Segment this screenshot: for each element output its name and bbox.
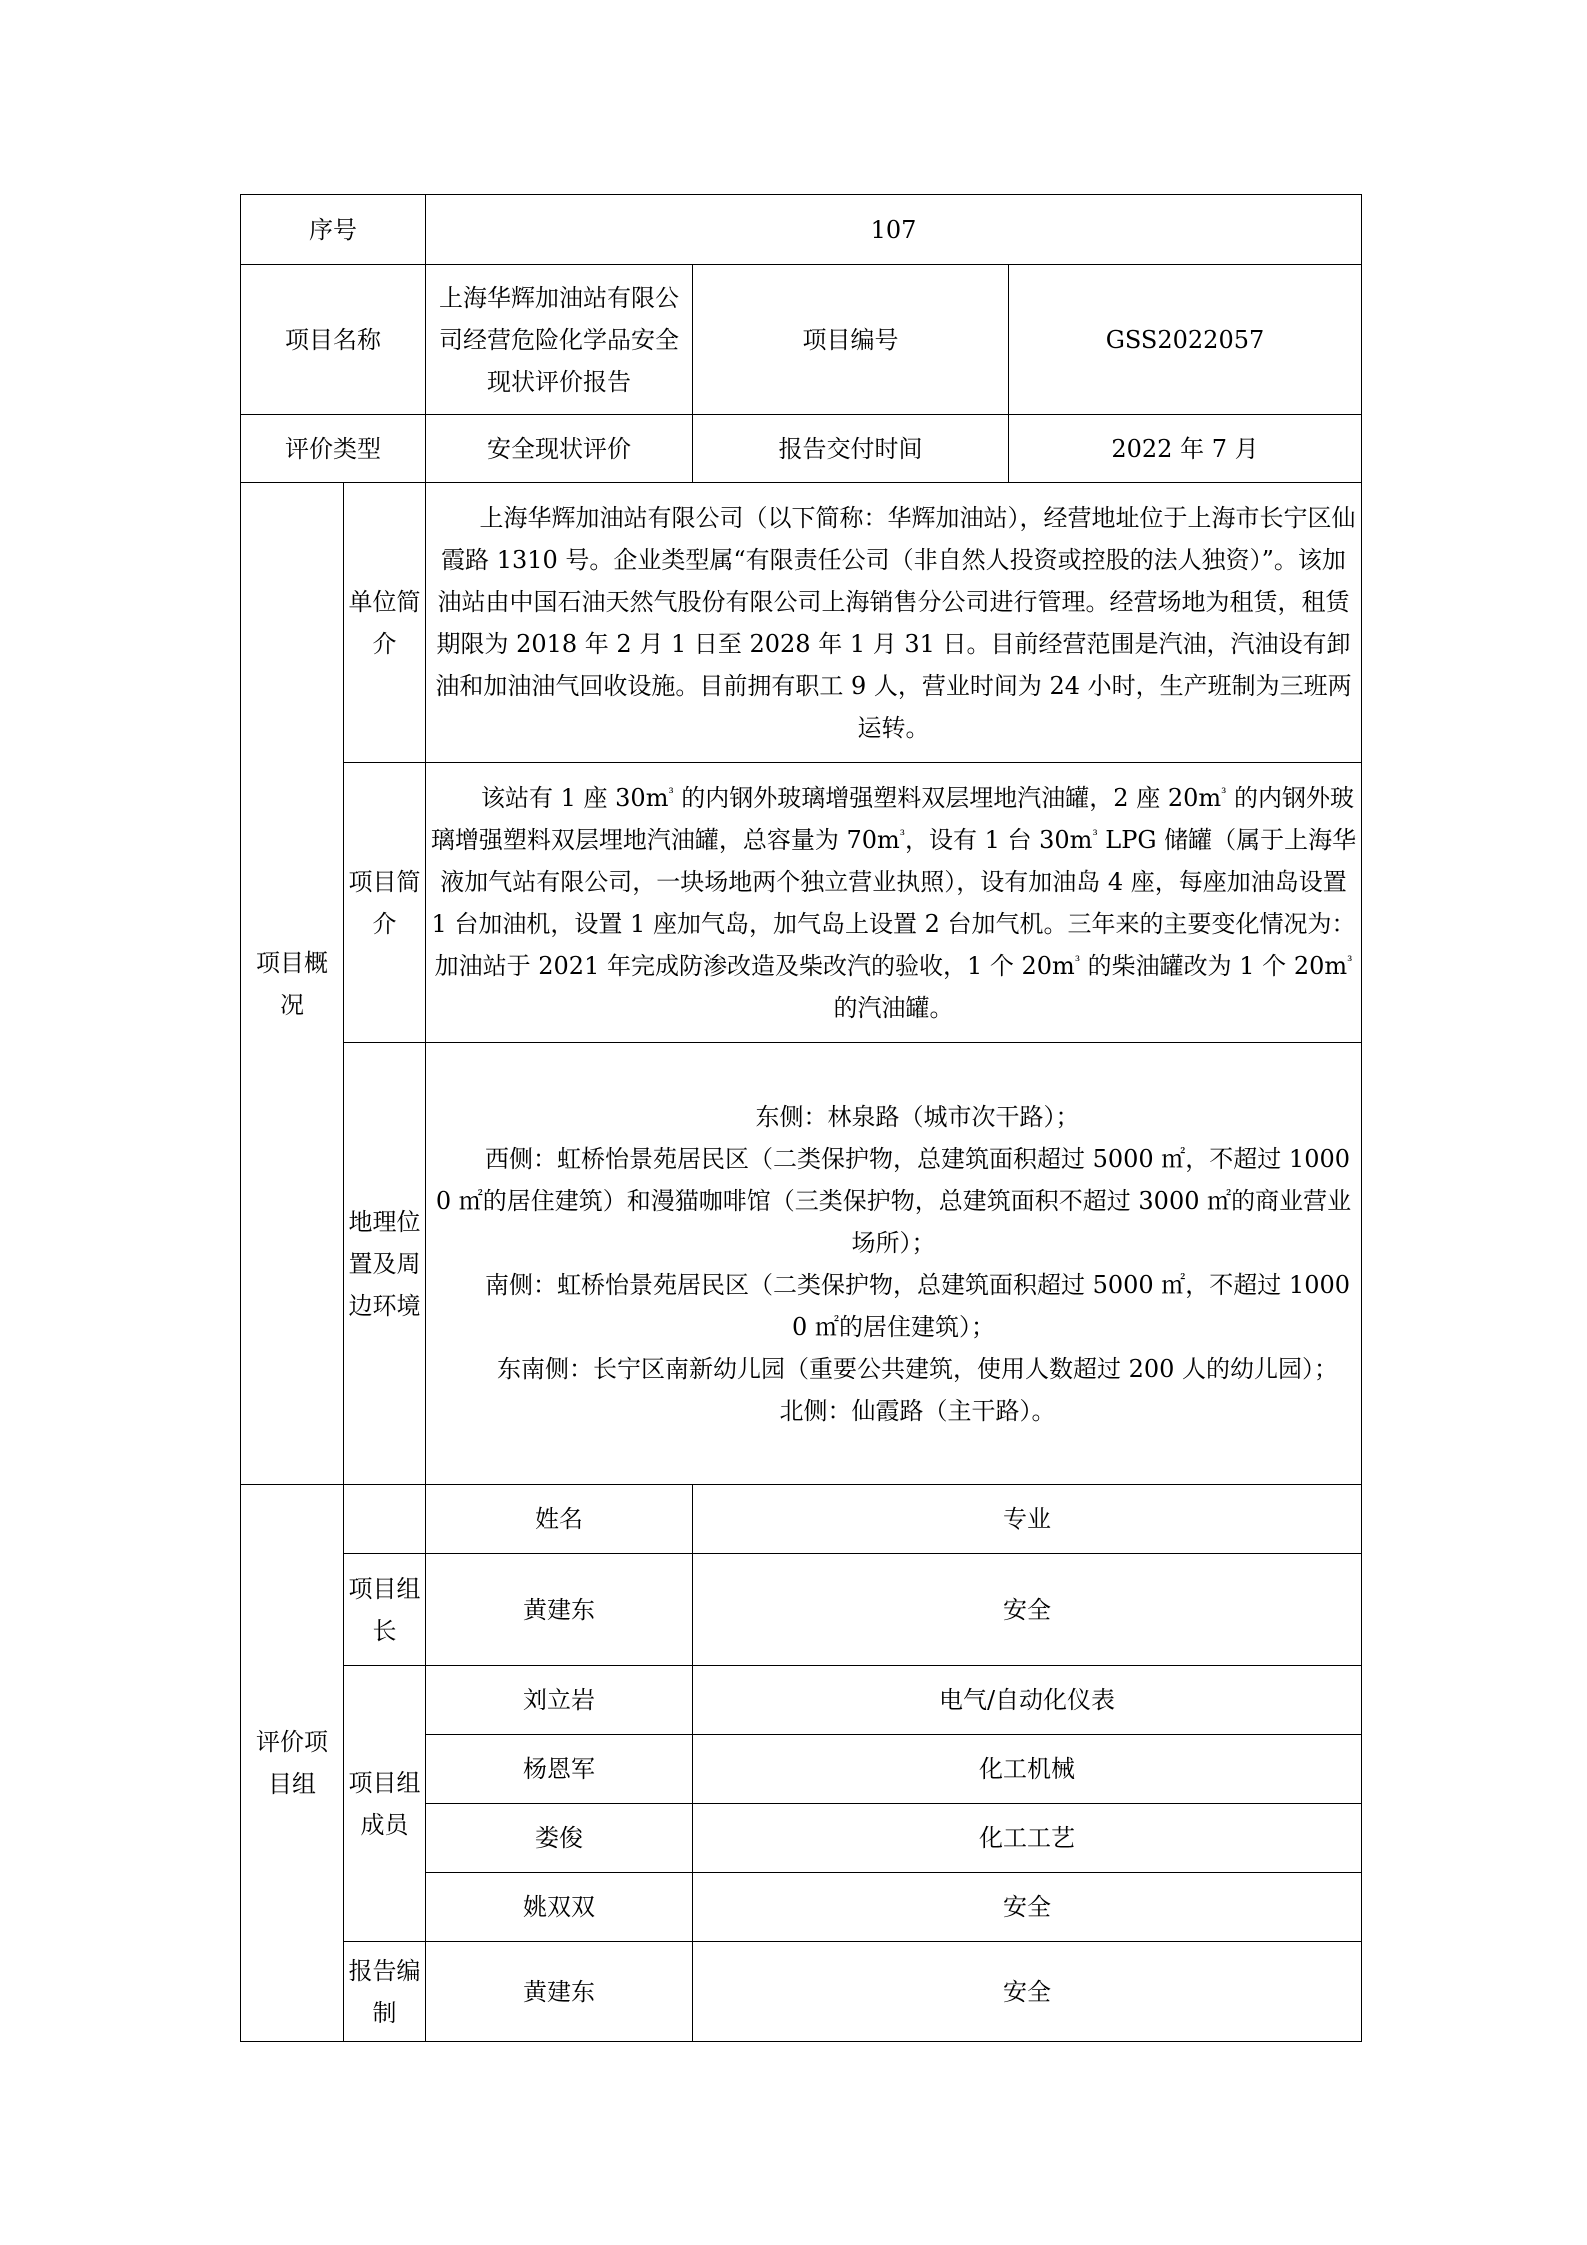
member-major: 电气/自动化仪表 <box>693 1666 1362 1735</box>
delivery-label: 报告交付时间 <box>693 415 1009 483</box>
location-west: 西侧：虹桥怡景苑居民区（二类保护物，总建筑面积超过 5000 ㎡，不超过 10000 ㎡的居住建筑）和漫猫咖啡馆（三类保护物，总建筑面积不超过 3000 ㎡的商业营业场所）； <box>435 1144 1352 1257</box>
major-header: 专业 <box>693 1485 1362 1554</box>
location-text <box>426 1043 1362 1485</box>
unit-intro-label: 单位简介 <box>344 483 426 763</box>
member-name: 刘立岩 <box>426 1666 693 1735</box>
member-name: 娄俊 <box>426 1804 693 1873</box>
member-name: 杨恩军 <box>426 1735 693 1804</box>
members-label: 项目组成员 <box>344 1666 426 1942</box>
leader-major: 安全 <box>693 1554 1362 1666</box>
compiler-label: 报告编制 <box>344 1942 426 2042</box>
team-label: 评价项目组 <box>241 1485 344 2042</box>
project-name-value: 上海华辉加油站有限公司经营危险化学品安全现状评价报告 <box>426 265 693 415</box>
serial-value: 107 <box>426 195 1362 265</box>
project-no-label: 项目编号 <box>693 265 1009 415</box>
eval-type-value: 安全现状评价 <box>426 415 693 483</box>
compiler-major: 安全 <box>693 1942 1362 2042</box>
location-south: 南侧：虹桥怡景苑居民区（二类保护物，总建筑面积超过 5000 ㎡，不超过 10000 ㎡的居住建筑）； <box>484 1270 1351 1341</box>
overview-label: 项目概况 <box>241 483 344 1485</box>
delivery-value: 2022 年 7 月 <box>1009 415 1362 483</box>
team-header-blank <box>344 1485 426 1554</box>
location-southeast: 东南侧：长宁区南新幼儿园（重要公共建筑，使用人数超过 200 人的幼儿园）； <box>496 1354 1339 1383</box>
eval-type-label: 评价类型 <box>241 415 426 483</box>
member-name: 姚双双 <box>426 1873 693 1942</box>
project-intro-text: 该站有 1 座 $30m^{^3}$ 的内钢外玻璃增强塑料双层埋地汽油罐，2 座 $20m^{^3}$ 的内钢外玻璃增强塑料双层埋地汽油罐，总容量为 $70m^{^3}$，设有 1 台 $30m^{^3}$ LPG 储罐（属于上海华液加气站有限公司，一块场地两个独立营业执照），设有加油岛 4 座，每座加油岛设置 1 台加油机，设置 1 座加气岛，加气岛上设置 2 台加气机。三年来的主要变化情况为：加油站于 2021 年完成防渗改造及柴改汽的验收，1 个 $20m^{^3}$ 的柴油罐改为 1 个 $20m^{^3}$ 的汽油罐。 <box>426 763 1362 1043</box>
serial-label: 序号 <box>241 195 426 265</box>
leader-name: 黄建东 <box>426 1554 693 1666</box>
member-major: 化工工艺 <box>693 1804 1362 1873</box>
member-major: 化工机械 <box>693 1735 1362 1804</box>
location-east: 东侧：林泉路（城市次干路）； <box>755 1102 1080 1131</box>
compiler-name: 黄建东 <box>426 1942 693 2042</box>
location-label: 地理位置及周边环境 <box>344 1043 426 1485</box>
project-name-label: 项目名称 <box>241 265 426 415</box>
leader-label: 项目组长 <box>344 1554 426 1666</box>
project-info-table <box>240 194 1362 2042</box>
location-north: 北侧：仙霞路（主干路）。 <box>779 1396 1056 1425</box>
project-no-value: GSS2022057 <box>1009 265 1362 415</box>
project-intro-label: 项目简介 <box>344 763 426 1043</box>
unit-intro-text: 上海华辉加油站有限公司（以下简称：华辉加油站），经营地址位于上海市长宁区仙霞路 1310 号。企业类型属“有限责任公司（非自然人投资或控股的法人独资）”。该加油站由中国石油天然气股份有限公司上海销售分公司进行管理。经营场地为租赁，租赁期限为 2018 年 2 月 1 日至 2028 年 1 月 31 日。目前经营范围是汽油，汽油设有卸油和加油油气回收设施。目前拥有职工 9 人，营业时间为 24 小时，生产班制为三班两运转。 <box>426 483 1362 763</box>
name-header: 姓名 <box>426 1485 693 1554</box>
member-major: 安全 <box>693 1873 1362 1942</box>
